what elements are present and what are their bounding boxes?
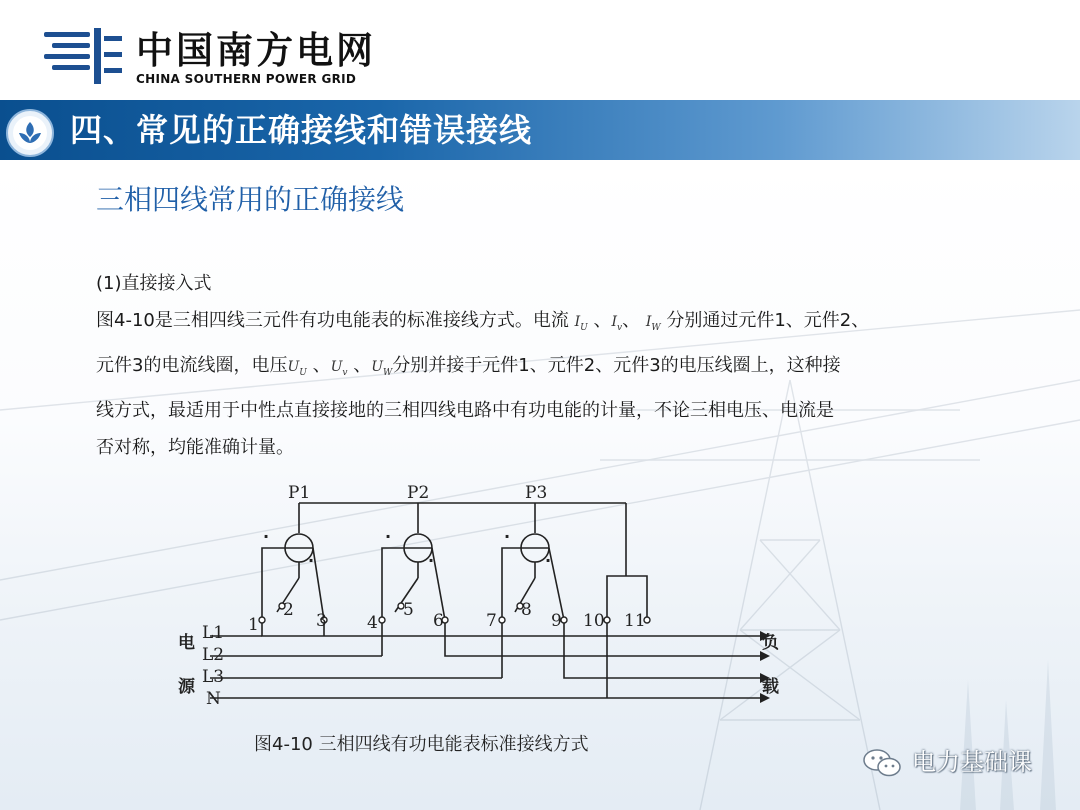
polarity-dot: · [545, 551, 552, 570]
body-line-1: 图4-10是三相四线三元件有功电能表的标准接线方式。电流 $I_U$ 、$I_v$、 $I_W$ 分别通过元件1、元件2、 [96, 310, 870, 333]
meter-label-p3: P3 [525, 483, 548, 503]
terminal-10: 10 [583, 611, 605, 631]
line-label-l3: L3 [202, 667, 225, 687]
terminal-3: 3 [316, 611, 327, 631]
current-symbol-v: $I_v$ [611, 314, 623, 333]
meter-label-p1: P1 [288, 483, 311, 503]
line-label-l2: L2 [202, 645, 225, 665]
load-label-2: 载 [762, 677, 779, 697]
line-label-l1: L1 [202, 623, 225, 643]
terminal-9: 9 [551, 611, 562, 631]
logo-chinese-text: 中国南方电网 [136, 29, 376, 72]
logo-emblem [44, 26, 124, 86]
source-label-1: 电 [178, 633, 195, 653]
terminal-7: 7 [486, 611, 497, 631]
line-label-n: N [206, 689, 221, 709]
voltage-symbol-u: $U_U$ [287, 358, 307, 378]
heading-direct-connection: (1)直接接入式 [96, 273, 212, 294]
subtitle: 三相四线常用的正确接线 [96, 183, 405, 216]
body-line-4: 否对称，均能准确计量。 [96, 436, 294, 458]
source-label-2: 源 [178, 677, 195, 697]
polarity-dot: · [504, 527, 511, 546]
load-label-1: 负 [762, 633, 779, 653]
polarity-dot: · [428, 551, 435, 570]
terminal-2: 2 [283, 600, 294, 620]
current-symbol-u: $I_U$ [574, 314, 588, 333]
terminal-4: 4 [367, 613, 378, 633]
body-text [96, 265, 976, 466]
flower-icon [6, 109, 54, 157]
voltage-symbol-v: $U_v$ [330, 358, 348, 378]
current-symbol-w: $I_W$ [645, 314, 661, 333]
voltage-symbol-w: $U_W$ [371, 358, 393, 378]
wechat-icon [862, 748, 902, 778]
polarity-dot: · [308, 551, 315, 570]
polarity-dot: · [385, 527, 392, 546]
wiring-diagram [170, 478, 790, 728]
logo-english-text: CHINA SOUTHERN POWER GRID [136, 72, 357, 86]
terminal-1: 1 [248, 615, 259, 635]
terminal-8: 8 [521, 600, 532, 620]
section-title: 四、常见的正确接线和错误接线 [70, 111, 533, 149]
body-line-2: 元件3的电流线圈，电压$U_U$ 、$U_v$ 、$U_W$分别并接于元件1、元件2、元件3的电压线圈上，这种接 [96, 354, 841, 378]
meter-label-p2: P2 [407, 483, 430, 503]
body-line-3: 线方式，最适用于中性点直接接地的三相四线电路中有功电能的计量，不论三相电压、电流是 [96, 399, 834, 421]
watermark-text: 电力基础课 [912, 748, 1032, 776]
company-logo [44, 26, 374, 88]
terminal-6: 6 [433, 611, 444, 631]
figure-caption: 图4-10 三相四线有功电能表标准接线方式 [254, 734, 589, 755]
polarity-dot: · [263, 527, 270, 546]
terminal-5: 5 [403, 600, 414, 620]
terminal-11: 11 [624, 611, 646, 631]
